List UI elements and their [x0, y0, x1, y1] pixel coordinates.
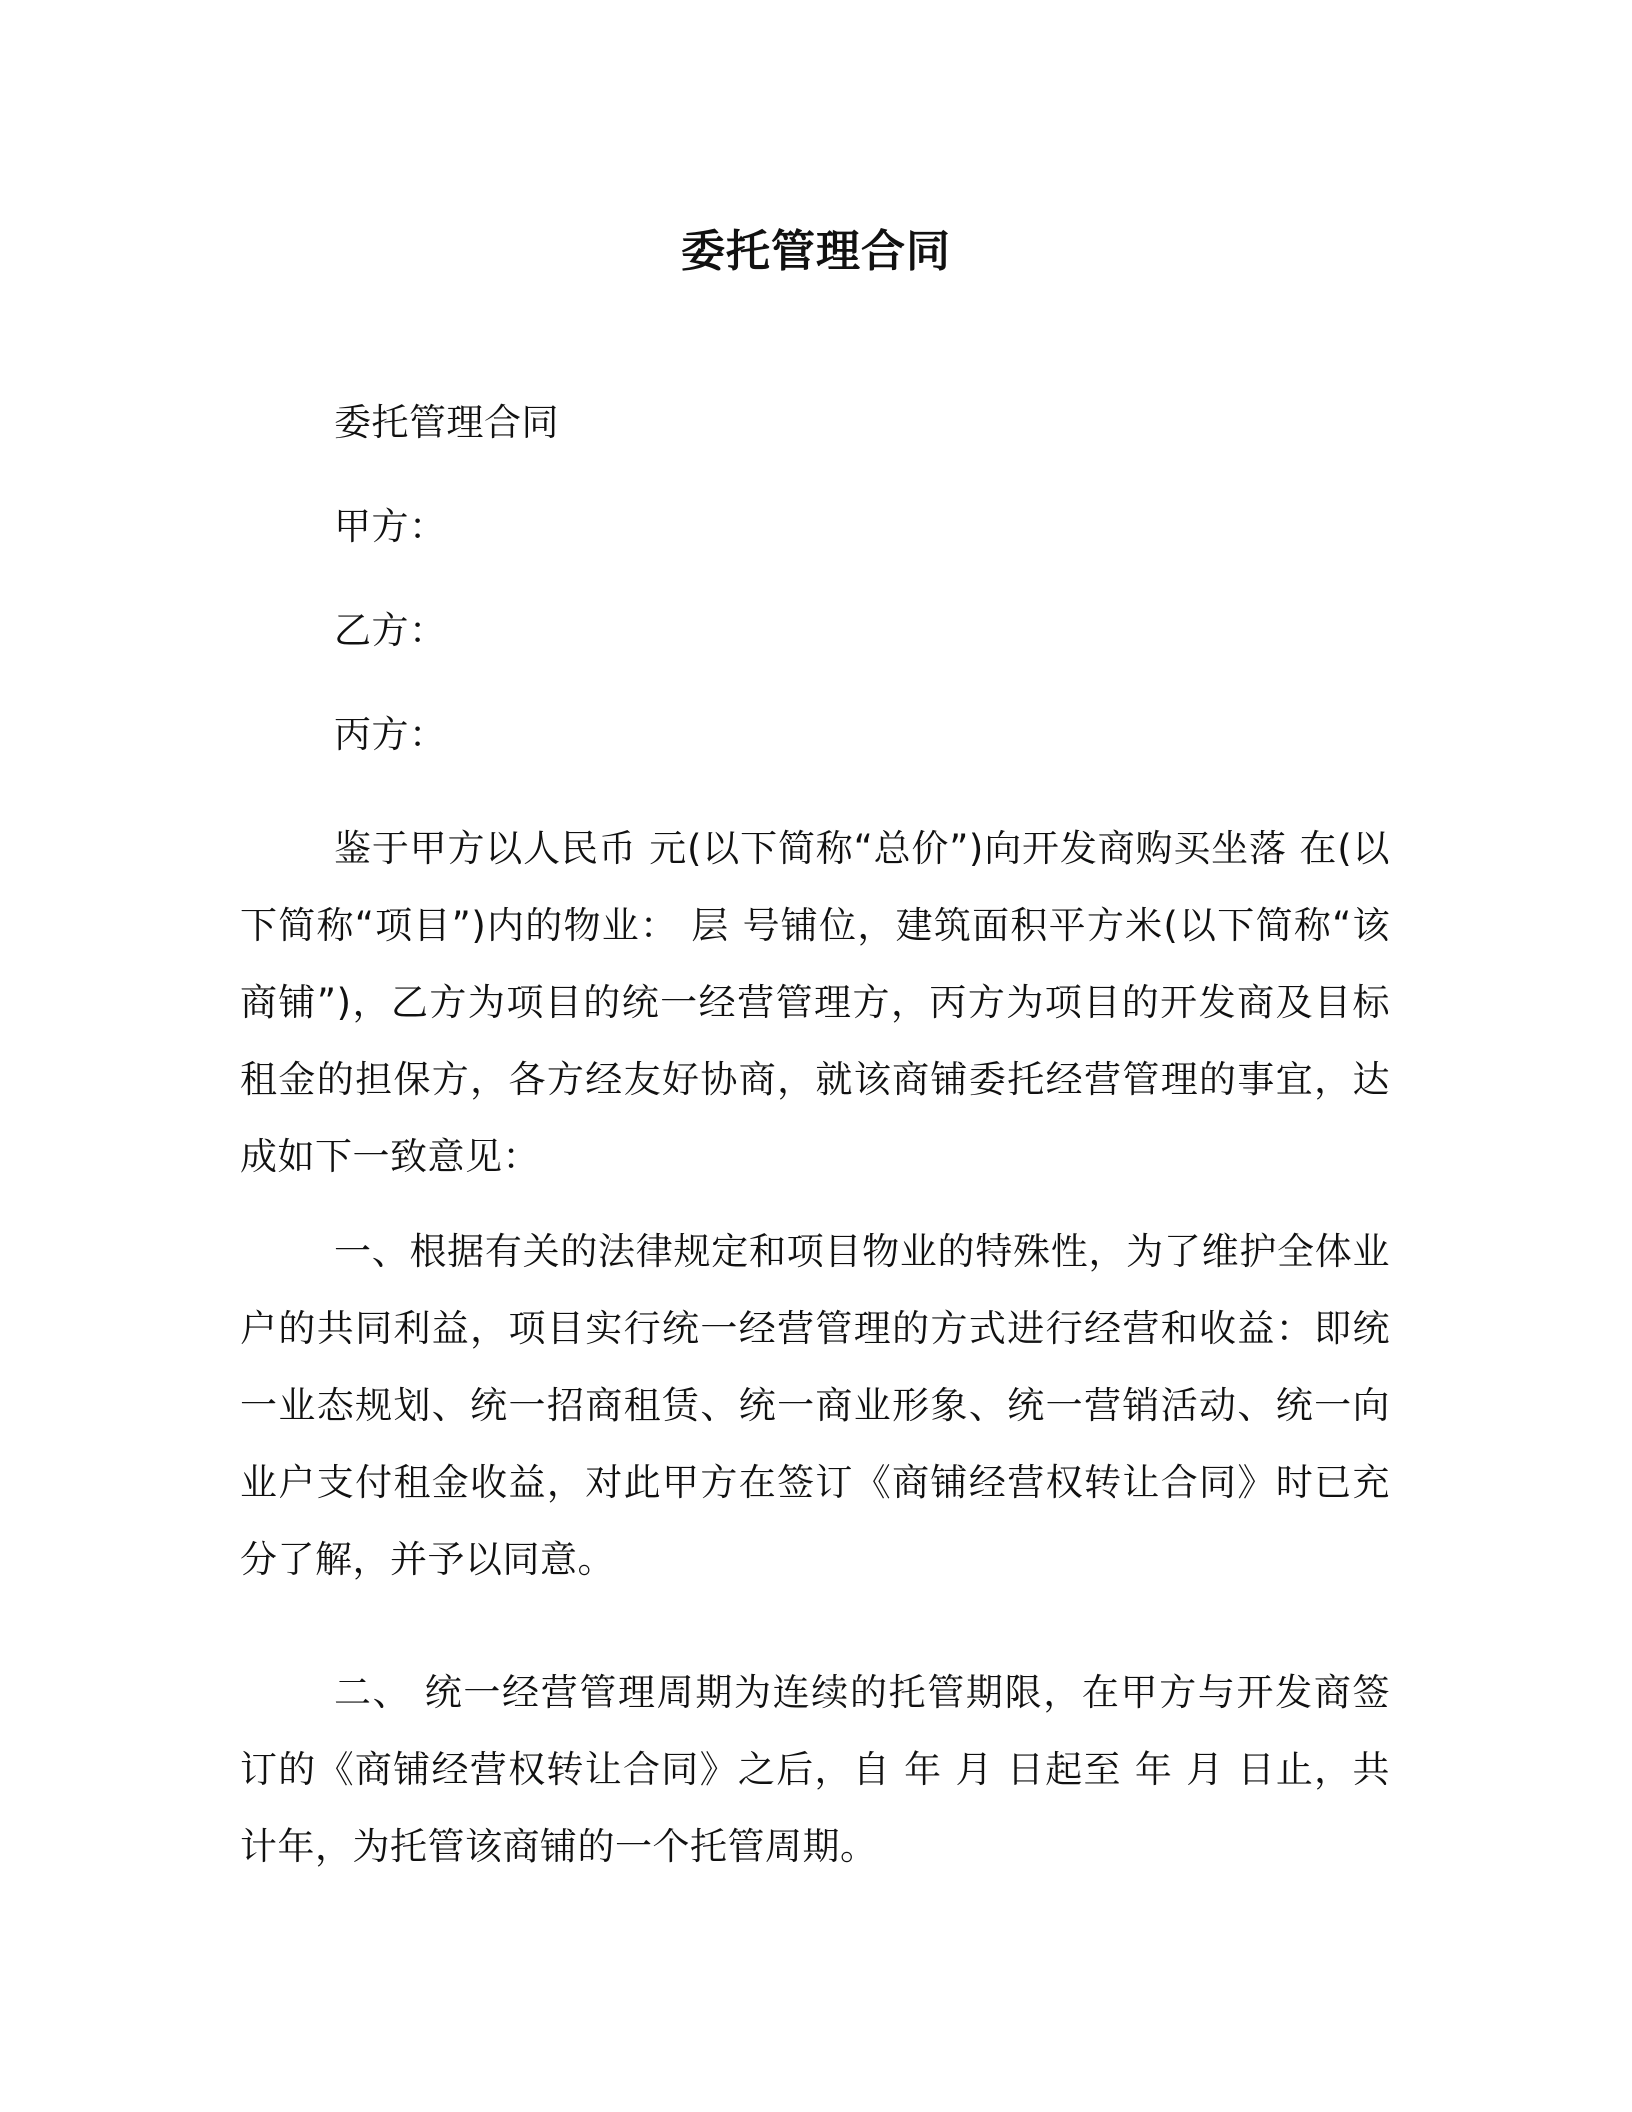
clause-2-paragraph: 二、 统一经营管理周期为连续的托管期限，在甲方与开发商签订的《商铺经营权转让合同》之后，自 年 月 日起至 年 月 日止，共计年，为托管该商铺的一个托管周期。: [240, 1671, 1390, 1868]
document-title: 委托管理合同: [681, 226, 951, 277]
party-a-label: 甲方：: [334, 505, 447, 548]
document-subtitle: 委托管理合同: [334, 401, 559, 444]
clause-1-paragraph: 一、根据有关的法律规定和项目物业的特殊性，为了维护全体业户的共同利益，项目实行统一经营管理的方式进行经营和收益：即统一业态规划、统一招商租赁、统一商业形象、统一营销活动、统一向业户支付租金收益，对此甲方在签订《商铺经营权转让合同》时已充分了解，并予以同意。: [240, 1230, 1390, 1581]
party-c-label: 丙方：: [334, 713, 447, 756]
preamble-paragraph: 鉴于甲方以人民币 元(以下简称“总价”)向开发商购买坐落 在(以下简称“项目”)内的物业： 层 号铺位，建筑面积平方米(以下简称“该商铺”)，乙方为项目的统一经营管理方，丙方为项目的开发商及目标租金的担保方，各方经友好协商，就该商铺委托经营管理的事宜，达成如下一致意见：: [240, 827, 1390, 1178]
party-b-label: 乙方：: [334, 609, 447, 652]
